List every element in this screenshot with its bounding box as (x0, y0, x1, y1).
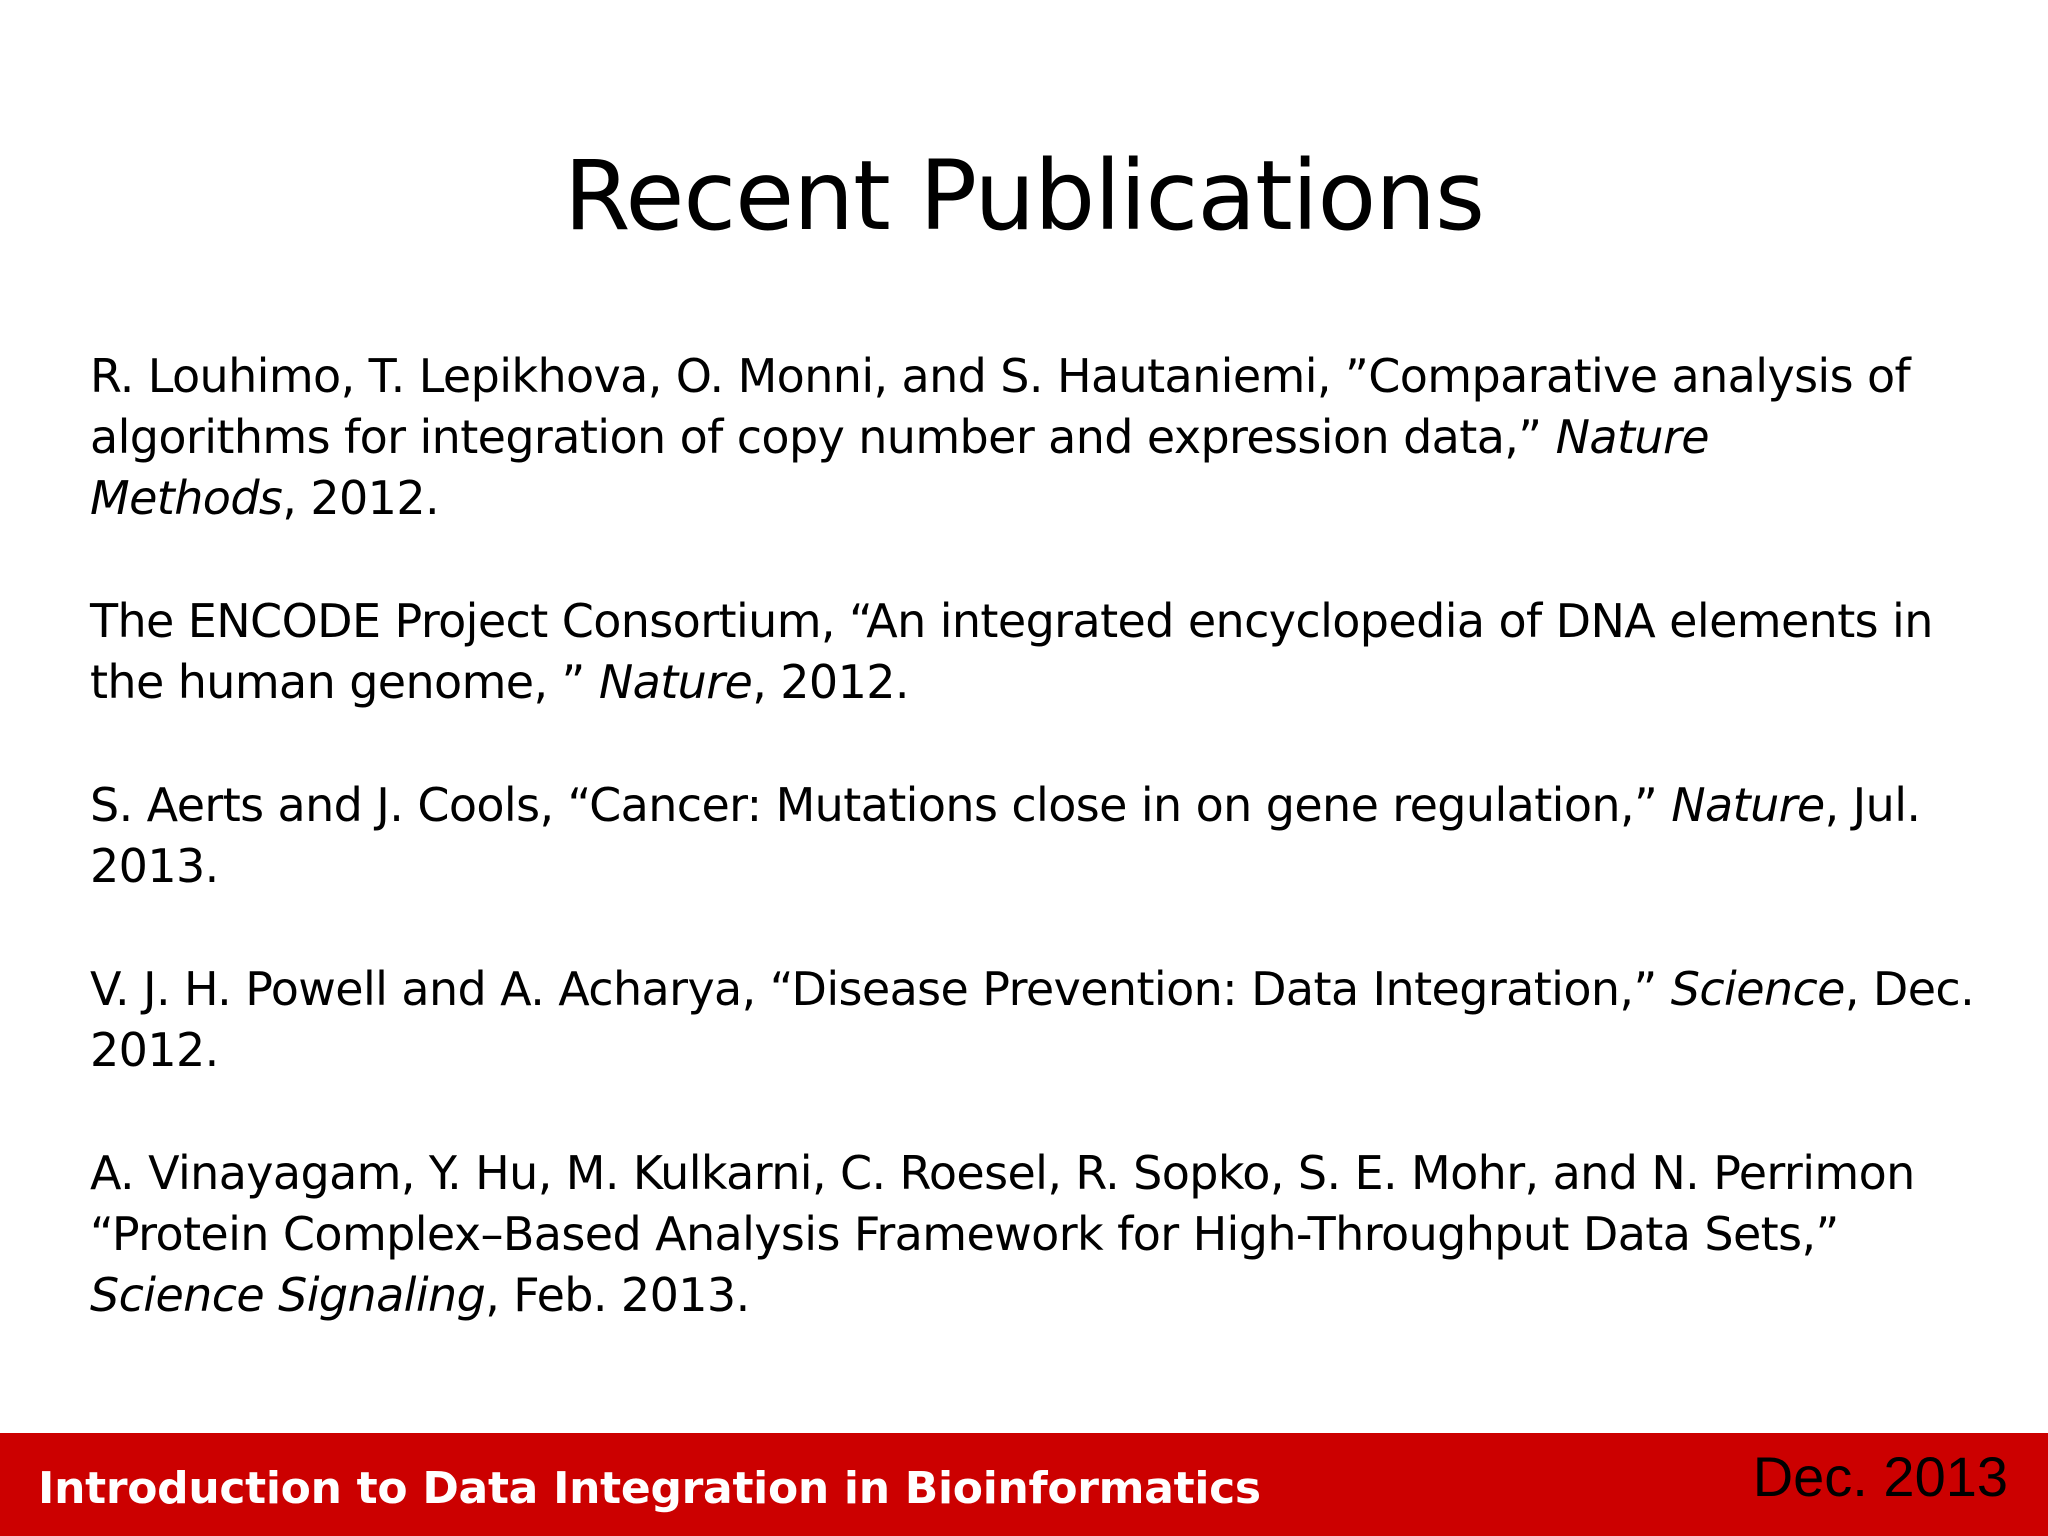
reference-item (90, 775, 1990, 897)
reference-text: The ENCODE Project Consortium, “An integrated encyclopedia of DNA elements in (90, 594, 1933, 648)
reference-text: “Protein Complex–Based Analysis Framework for High-Throughput Data Sets,” (90, 1207, 1839, 1261)
reference-text: , 2012. (282, 471, 440, 525)
reference-text: algorithms for integration of copy number and expression data,” (90, 410, 1556, 464)
footer-bar (0, 1433, 2048, 1536)
reference-line (90, 1143, 1990, 1204)
slide-title: Recent Publications (563, 140, 1485, 252)
reference-text: A. Vinayagam, Y. Hu, M. Kulkarni, C. Roesel, R. Sopko, S. E. Mohr, and N. Perrimon (90, 1146, 1915, 1200)
reference-line (90, 346, 1990, 407)
reference-item (90, 591, 1990, 713)
presentation-date: Dec. 2013 (1752, 1445, 2008, 1508)
reference-line (90, 407, 1990, 468)
reference-venue: Science Signaling (90, 1268, 486, 1322)
reference-text: S. Aerts and J. Cools, “Cancer: Mutations close in on gene regulation,” (90, 778, 1672, 832)
reference-venue: Methods (90, 471, 283, 525)
reference-venue: Nature (1671, 778, 1825, 832)
reference-text: the human genome, ” (90, 655, 599, 709)
reference-text: , Dec. (1844, 962, 1975, 1016)
reference-text: , Feb. 2013. (485, 1268, 750, 1322)
course-title: Introduction to Data Integration in Bioinformatics (38, 1463, 1261, 1514)
reference-text: , 2012. (752, 655, 909, 709)
reference-text: 2013. (90, 839, 219, 893)
reference-venue: Science (1670, 962, 1845, 1016)
reference-text: 2012. (90, 1023, 219, 1077)
reference-venue: Nature (598, 655, 753, 709)
reference-venue: Nature (1555, 410, 1709, 464)
reference-line (90, 775, 1990, 836)
reference-item (90, 959, 1990, 1081)
reference-line (90, 468, 1990, 529)
reference-text: V. J. H. Powell and A. Acharya, “Disease Prevention: Data Integration,” (90, 962, 1671, 1016)
reference-line (90, 1204, 1990, 1265)
reference-item (90, 1143, 1990, 1326)
reference-text: R. Louhimo, T. Lepikhova, O. Monni, and S. Hautaniemi, ”Comparative analysis of (90, 349, 1911, 403)
reference-line (90, 1265, 1990, 1326)
reference-item (90, 346, 1990, 529)
reference-line (90, 1020, 1990, 1081)
reference-line (90, 959, 1990, 1020)
reference-line (90, 591, 1990, 652)
reference-line (90, 836, 1990, 897)
reference-line (90, 652, 1990, 713)
reference-text: , Jul. (1824, 778, 1921, 832)
reference-list (90, 346, 1990, 1388)
